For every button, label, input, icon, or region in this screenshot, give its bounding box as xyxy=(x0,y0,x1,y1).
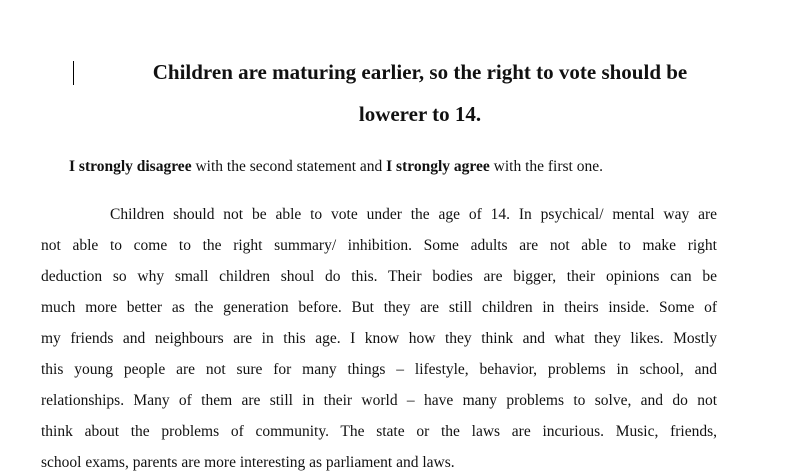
paragraph-line: relationships. Many of them are still in their world – have many problems to solve, and do not xyxy=(41,392,717,409)
paragraph-line: deduction so why small children shoul do this. Their bodies are bigger, their opinions can be xyxy=(41,268,717,285)
intro-bold-agree: I strongly agree xyxy=(386,158,490,175)
paragraph-line: much more better as the generation before. But they are still children in theirs inside. Some of xyxy=(41,299,717,316)
intro-bold-disagree: I strongly disagree xyxy=(69,158,192,175)
paragraph-line: Children should not be able to vote under the age of 14. In psychical/ mental way are xyxy=(110,206,717,223)
paragraph-line: not able to come to the right summary/ inhibition. Some adults are not able to make right xyxy=(41,237,717,254)
paragraph-line: school exams, parents are more interesting as parliament and laws. xyxy=(41,454,455,471)
paragraph-line: my friends and neighbours are in this age. I know how they think and what they likes. Mostly xyxy=(41,330,717,347)
paragraph-line: think about the problems of community. The state or the laws are incurious. Music, friends, xyxy=(41,423,717,440)
intro-text-1: with the second statement and xyxy=(191,158,387,175)
paragraph-line: this young people are not sure for many things – lifestyle, behavior, problems in school, and xyxy=(41,361,717,378)
document-title-line-1: Children are maturing earlier, so the right to vote should be xyxy=(152,60,688,84)
document-title-line-2: lowerer to 14. xyxy=(358,102,482,126)
intro-text-2: with the first one. xyxy=(489,158,603,175)
intro-paragraph xyxy=(69,158,769,176)
